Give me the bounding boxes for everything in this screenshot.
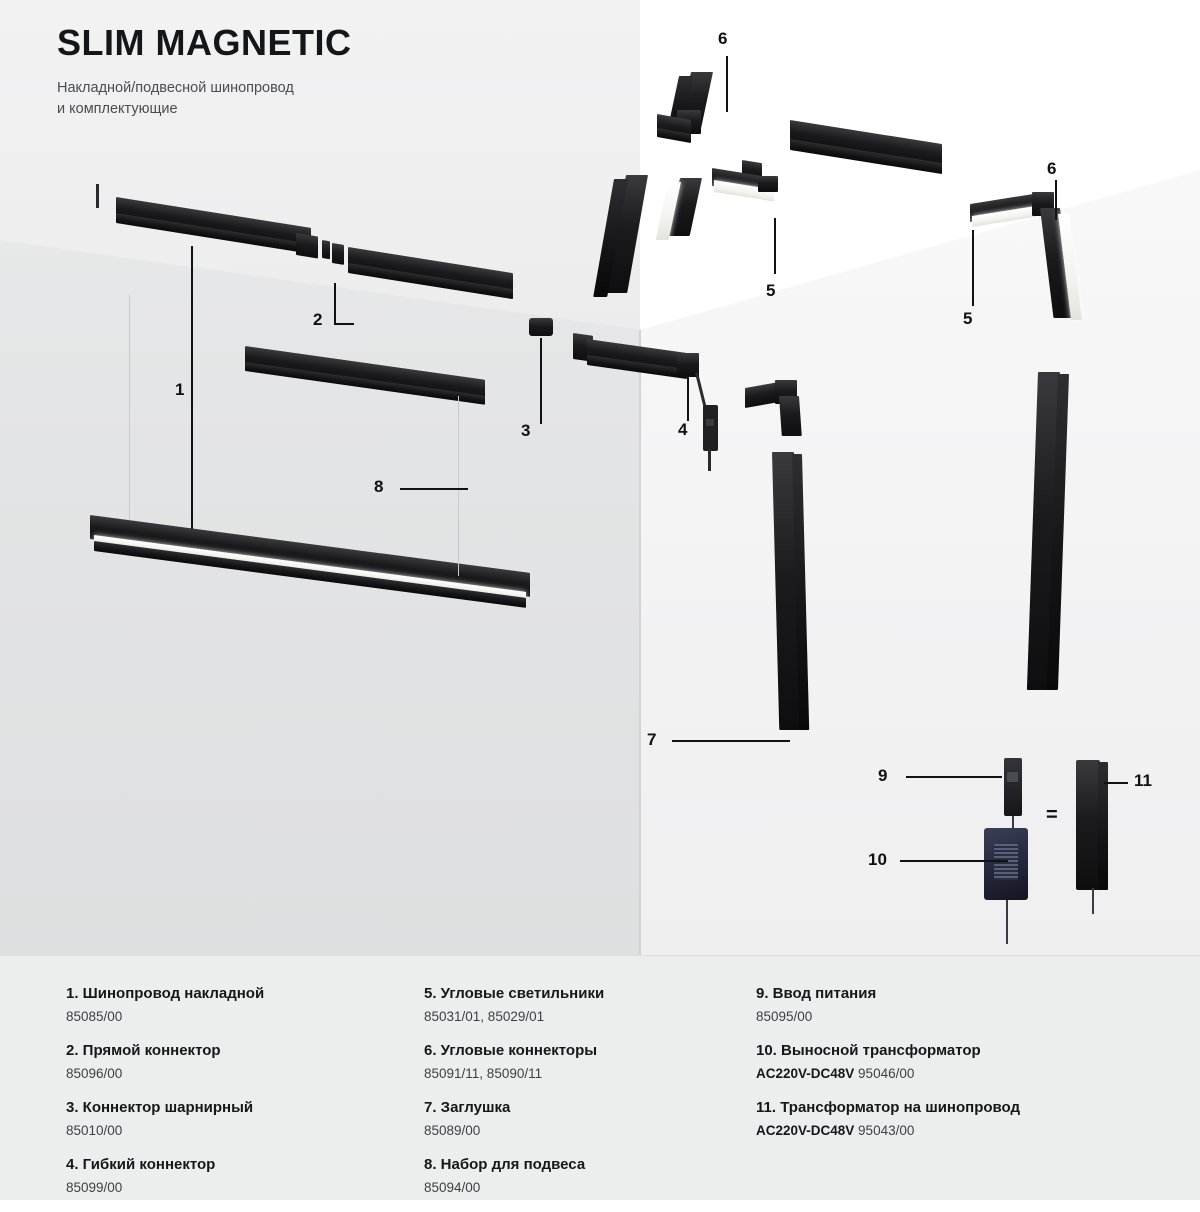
legend-item xyxy=(424,1041,744,1082)
leader-7 xyxy=(672,740,790,742)
legend-panel xyxy=(0,955,1200,1200)
corner-connector-right-wall xyxy=(745,388,815,458)
legend-column-3 xyxy=(756,984,1156,1155)
track-segment-left-lower xyxy=(245,340,500,395)
callout-9: 9 xyxy=(878,766,888,785)
legend-item xyxy=(66,1041,416,1082)
flexible-connector-body xyxy=(703,405,718,451)
legend-item-code: 85085/00 xyxy=(66,1008,123,1024)
legend-item xyxy=(424,1155,744,1196)
legend-column-2 xyxy=(424,984,744,1212)
legend-item-title: 4. Гибкий коннектор xyxy=(66,1156,216,1174)
leader-4 xyxy=(687,373,689,421)
legend-item-code: 85089/00 xyxy=(424,1122,481,1138)
callout-7: 7 xyxy=(647,730,657,749)
legend-item-title: 2. Прямой коннектор xyxy=(66,1042,221,1060)
legend-item xyxy=(424,984,744,1025)
legend-item-title: 7. Заглушка xyxy=(424,1099,511,1117)
track-vertical-right xyxy=(1032,372,1080,702)
corner-luminaire-right xyxy=(962,196,1082,346)
equals-sign: = xyxy=(1046,804,1058,826)
leader-5a xyxy=(774,218,776,274)
legend-item-title: 10. Выносной трансформатор xyxy=(756,1042,981,1060)
page-subtitle: Накладной/подвесной шинопровод и комплектующие xyxy=(57,80,294,118)
leader-5b xyxy=(972,230,974,306)
legend-item xyxy=(66,984,416,1025)
legend-item xyxy=(424,1098,744,1139)
legend-item-title: 11. Трансформатор на шинопровод xyxy=(756,1099,1021,1117)
callout-5-right: 5 xyxy=(963,309,973,328)
legend-item-code: 85099/00 xyxy=(66,1179,123,1195)
legend-item xyxy=(66,1098,416,1139)
legend-item xyxy=(66,1155,416,1196)
legend-item-code: 85010/00 xyxy=(66,1122,123,1138)
suspended-luminaire xyxy=(80,505,550,615)
suspension-cable-right xyxy=(458,396,459,576)
legend-item-title: 1. Шинопровод накладной xyxy=(66,985,265,1002)
track-ceiling-right xyxy=(790,120,955,200)
legend-item xyxy=(756,984,1156,1025)
callout-6-right: 6 xyxy=(1047,159,1057,178)
callout-1: 1 xyxy=(175,380,185,399)
legend-item-code: 85095/00 xyxy=(756,1008,813,1024)
callout-11: 11 xyxy=(1134,771,1152,790)
callout-10: 10 xyxy=(868,850,887,869)
corner-connector-top xyxy=(655,72,765,172)
leader-9 xyxy=(906,776,1002,778)
legend-column-1 xyxy=(66,984,416,1212)
callout-4: 4 xyxy=(678,420,688,439)
leader-1 xyxy=(191,246,193,529)
legend-item-title: 5. Угловые светильники xyxy=(424,985,605,1002)
callout-2: 2 xyxy=(313,310,323,329)
leader-10 xyxy=(900,860,1008,862)
legend-item xyxy=(756,1098,1156,1139)
track-end-cap xyxy=(96,184,99,208)
page-header xyxy=(57,22,351,120)
legend-item-code: AC220V-DC48V 95043/00 xyxy=(756,1122,915,1138)
legend-item-code: 85091/11, 85090/11 xyxy=(424,1065,543,1081)
legend-item-code: 85031/01, 85029/01 xyxy=(424,1008,545,1024)
leader-6b xyxy=(1055,180,1057,220)
leader-2 xyxy=(334,283,336,325)
callout-8: 8 xyxy=(374,477,384,496)
flexible-connector xyxy=(565,333,755,473)
corner-luminaire-center xyxy=(662,160,802,270)
legend-item-code: 85094/00 xyxy=(424,1179,481,1195)
power-input-module xyxy=(1002,758,1028,820)
callout-6-top: 6 xyxy=(718,29,728,48)
callout-3: 3 xyxy=(521,421,531,440)
legend-item-code: AC220V-DC48V 95046/00 xyxy=(756,1065,915,1081)
remote-transformer xyxy=(978,822,1048,942)
legend-item-title: 9. Ввод питания xyxy=(756,985,877,1002)
suspension-cable-left xyxy=(129,295,130,520)
legend-item xyxy=(756,1041,1156,1082)
track-surface-left xyxy=(100,185,520,320)
leader-2b xyxy=(334,323,354,325)
hinged-connector xyxy=(529,318,557,342)
track-vertical-mid xyxy=(768,452,808,752)
legend-item-title: 6. Угловые коннекторы xyxy=(424,1042,598,1060)
leader-11 xyxy=(1104,782,1128,784)
leader-8 xyxy=(400,488,468,490)
callout-5-center: 5 xyxy=(766,281,776,300)
page-title: SLIM MAGNETIC xyxy=(57,22,352,63)
legend-item-title: 8. Набор для подвеса xyxy=(424,1156,586,1174)
track-ceiling-center xyxy=(570,175,675,325)
legend-item-code: 85096/00 xyxy=(66,1065,123,1081)
leader-3 xyxy=(540,338,542,424)
legend-item-title: 3. Коннектор шарнирный xyxy=(66,1099,254,1117)
leader-6a xyxy=(726,56,728,112)
